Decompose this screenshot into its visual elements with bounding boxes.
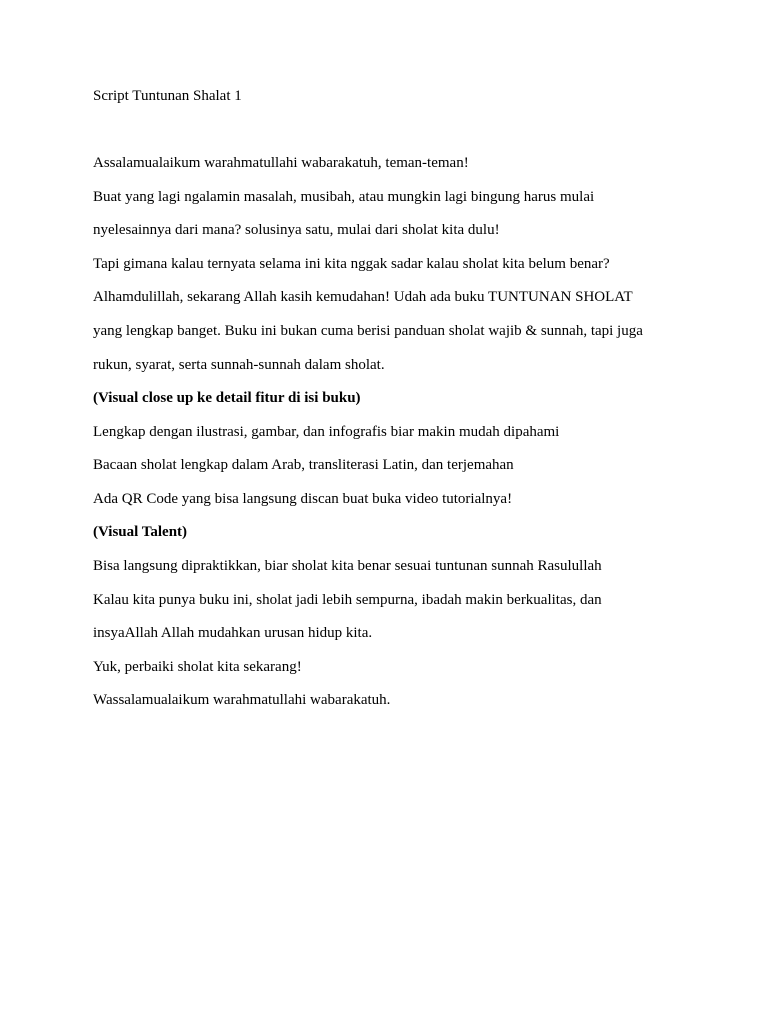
feature-line: Bacaan sholat lengkap dalam Arab, transliterasi Latin, dan terjemahan: [93, 457, 514, 473]
paragraph-line: Bisa langsung dipraktikkan, biar sholat kita benar sesuai tuntunan sunnah Rasulullah: [93, 558, 602, 574]
paragraph-line: nyelesainnya dari mana? solusinya satu, mulai dari sholat kita dulu!: [93, 222, 500, 238]
paragraph-line: Tapi gimana kalau ternyata selama ini kita nggak sadar kalau sholat kita belum benar?: [93, 256, 610, 272]
visual-cue-heading: (Visual close up ke detail fitur di isi buku): [93, 390, 361, 406]
document-title: Script Tuntunan Shalat 1: [93, 88, 242, 104]
paragraph-line: Buat yang lagi ngalamin masalah, musibah, atau mungkin lagi bingung harus mulai: [93, 189, 595, 205]
call-to-action-line: Yuk, perbaiki sholat kita sekarang!: [93, 659, 302, 675]
paragraph-line: Alhamdulillah, sekarang Allah kasih kemudahan! Udah ada buku TUNTUNAN SHOLAT: [93, 289, 633, 305]
feature-line: Ada QR Code yang bisa langsung discan buat buka video tutorialnya!: [93, 491, 513, 507]
paragraph-line: insyaAllah Allah mudahkan urusan hidup kita.: [93, 625, 373, 641]
greeting-line: Assalamualaikum warahmatullahi wabarakatuh, teman-teman!: [93, 155, 469, 171]
feature-line: Lengkap dengan ilustrasi, gambar, dan infografis biar makin mudah dipahami: [93, 424, 560, 440]
visual-cue-heading: (Visual Talent): [93, 524, 188, 540]
paragraph-line: yang lengkap banget. Buku ini bukan cuma berisi panduan sholat wajib & sunnah, tapi juga: [93, 323, 643, 339]
closing-greeting-line: Wassalamualaikum warahmatullahi wabarakatuh.: [93, 692, 391, 708]
paragraph-line: rukun, syarat, serta sunnah-sunnah dalam sholat.: [93, 357, 385, 373]
paragraph-line: Kalau kita punya buku ini, sholat jadi lebih sempurna, ibadah makin berkualitas, dan: [93, 592, 602, 608]
